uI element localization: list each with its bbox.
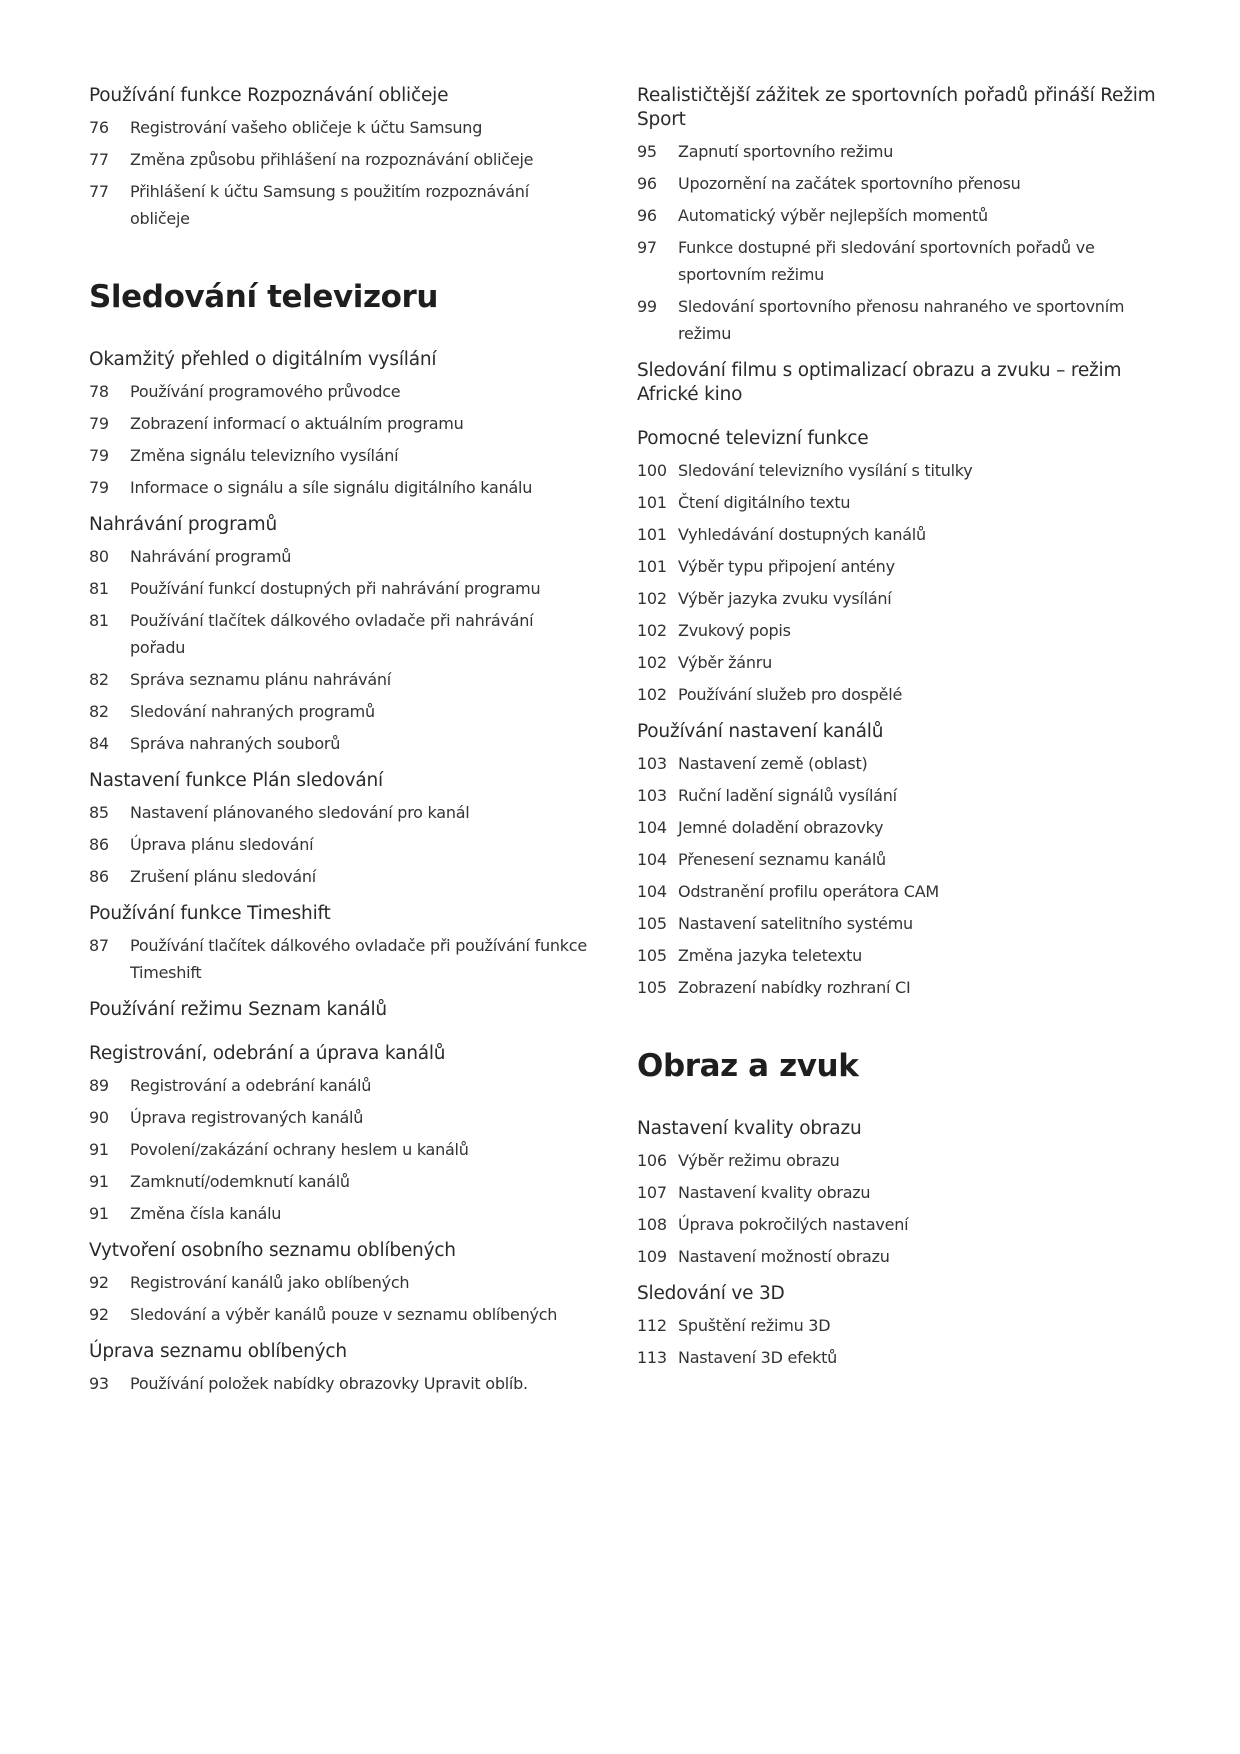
toc-entry[interactable]	[637, 1179, 1157, 1206]
toc-entry[interactable]	[637, 489, 1157, 516]
page-number: 107	[637, 1183, 667, 1202]
page-number: 81	[89, 579, 109, 598]
entry-text: Používání tlačítek dálkového ovladače při nahrávání pořadu	[130, 611, 534, 657]
page-number: 105	[637, 978, 667, 997]
group-title[interactable]: Registrování, odebrání a úprava kanálů	[89, 1043, 446, 1064]
entry-text: Výběr typu připojení antény	[678, 557, 895, 576]
group-title[interactable]: Používání funkce Timeshift	[89, 903, 331, 924]
entry-text: Správa nahraných souborů	[130, 734, 341, 753]
group-title[interactable]: Nastavení kvality obrazu	[637, 1118, 862, 1139]
entry-text: Změna signálu televizního vysílání	[130, 446, 399, 465]
page-number: 91	[89, 1172, 109, 1191]
toc-entry[interactable]	[89, 575, 589, 602]
entry-text: Sledování televizního vysílání s titulky	[678, 461, 973, 480]
group-title[interactable]: Vytvoření osobního seznamu oblíbených	[89, 1240, 456, 1261]
entry-text: Zvukový popis	[678, 621, 791, 640]
toc-entry[interactable]	[89, 474, 589, 501]
entry-text: Registrování a odebrání kanálů	[130, 1076, 372, 1095]
toc-entry[interactable]	[89, 442, 589, 469]
page-number: 92	[89, 1273, 109, 1292]
entry-text: Upozornění na začátek sportovního přenosu	[678, 174, 1021, 193]
page-number: 97	[637, 238, 657, 257]
toc-entry[interactable]	[89, 1136, 589, 1163]
page-number: 102	[637, 589, 667, 608]
group-title[interactable]: Používání funkce Rozpoznávání obličeje	[89, 85, 449, 106]
toc-entry[interactable]	[637, 649, 1157, 676]
page-number: 81	[89, 611, 109, 630]
page-number: 77	[89, 182, 109, 201]
toc-entry[interactable]	[89, 1370, 589, 1397]
toc-entry[interactable]	[637, 234, 1157, 288]
entry-text: Registrování kanálů jako oblíbených	[130, 1273, 410, 1292]
page-number: 103	[637, 754, 667, 773]
entry-text: Vyhledávání dostupných kanálů	[678, 525, 926, 544]
toc-entry[interactable]	[89, 178, 589, 232]
toc-entry[interactable]	[89, 799, 589, 826]
toc-entry[interactable]	[89, 114, 589, 141]
page-number: 79	[89, 446, 109, 465]
entry-text: Výběr jazyka zvuku vysílání	[678, 589, 892, 608]
entry-text: Používání služeb pro dospělé	[678, 685, 903, 704]
page-number: 101	[637, 525, 667, 544]
group-title[interactable]: Pomocné televizní funkce	[637, 428, 869, 449]
entry-text: Úprava plánu sledování	[130, 835, 314, 854]
entry-text: Nastavení plánovaného sledování pro kanál	[130, 803, 470, 822]
page-number: 101	[637, 493, 667, 512]
toc-entry[interactable]	[637, 170, 1157, 197]
toc-entry[interactable]	[89, 1104, 589, 1131]
page-number: 102	[637, 653, 667, 672]
entry-text: Funkce dostupné při sledování sportovních pořadů ve sportovním režimu	[678, 238, 1095, 284]
page-number: 93	[89, 1374, 109, 1393]
toc-entry[interactable]	[89, 1072, 589, 1099]
page-number: 89	[89, 1076, 109, 1095]
group-title[interactable]: Úprava seznamu oblíbených	[89, 1341, 347, 1362]
page-number: 96	[637, 174, 657, 193]
entry-text: Spuštění režimu 3D	[678, 1316, 831, 1335]
toc-entry[interactable]	[89, 607, 589, 661]
entry-text: Nastavení kvality obrazu	[678, 1183, 871, 1202]
toc-entry[interactable]	[637, 681, 1157, 708]
page-number: 91	[89, 1140, 109, 1159]
page-number: 80	[89, 547, 109, 566]
toc-entry[interactable]	[89, 730, 589, 757]
entry-text: Automatický výběr nejlepších momentů	[678, 206, 988, 225]
toc-entry[interactable]	[637, 1243, 1157, 1270]
toc-entry[interactable]	[89, 1168, 589, 1195]
entry-text: Používání funkcí dostupných při nahrávání programu	[130, 579, 541, 598]
entry-text: Sledování a výběr kanálů pouze v seznamu oblíbených	[130, 1305, 558, 1324]
group-title[interactable]: Nahrávání programů	[89, 514, 277, 535]
toc-entry[interactable]	[637, 457, 1157, 484]
entry-text: Zobrazení nabídky rozhraní CI	[678, 978, 911, 997]
toc-entry[interactable]	[637, 974, 1157, 1001]
toc-entry[interactable]	[637, 1344, 1157, 1371]
entry-text: Nastavení satelitního systému	[678, 914, 913, 933]
entry-text: Zobrazení informací o aktuálním programu	[130, 414, 464, 433]
page-number: 104	[637, 850, 667, 869]
page-number: 96	[637, 206, 657, 225]
entry-text: Změna čísla kanálu	[130, 1204, 282, 1223]
toc-entry[interactable]	[89, 1301, 589, 1328]
toc-entry[interactable]	[89, 932, 589, 986]
page-number: 102	[637, 685, 667, 704]
page-number: 106	[637, 1151, 667, 1170]
entry-text: Nastavení 3D efektů	[678, 1348, 838, 1367]
entry-text: Výběr žánru	[678, 653, 772, 672]
page-number: 102	[637, 621, 667, 640]
toc-entry[interactable]	[89, 863, 589, 890]
toc-entry[interactable]	[89, 1200, 589, 1227]
page-number: 78	[89, 382, 109, 401]
entry-text: Povolení/zakázání ochrany heslem u kanálů	[130, 1140, 469, 1159]
entry-text: Úprava pokročilých nastavení	[678, 1215, 909, 1234]
toc-entry[interactable]	[637, 1211, 1157, 1238]
group-title[interactable]: Okamžitý přehled o digitálním vysílání	[89, 349, 437, 370]
group-title[interactable]: Nastavení funkce Plán sledování	[89, 770, 384, 791]
toc-entry[interactable]	[637, 138, 1157, 165]
page-number: 101	[637, 557, 667, 576]
page-number: 108	[637, 1215, 667, 1234]
page-number: 85	[89, 803, 109, 822]
entry-text: Jemné doladění obrazovky	[678, 818, 884, 837]
entry-text: Používání programového průvodce	[130, 382, 401, 401]
entry-text: Zrušení plánu sledování	[130, 867, 316, 886]
group-title[interactable]: Používání nastavení kanálů	[637, 721, 884, 742]
toc-entry[interactable]	[89, 698, 589, 725]
toc-entry[interactable]	[89, 666, 589, 693]
entry-text: Používání položek nabídky obrazovky Upravit oblíb.	[130, 1374, 528, 1393]
page-number: 82	[89, 702, 109, 721]
entry-text: Informace o signálu a síle signálu digitálního kanálu	[130, 478, 533, 497]
entry-text: Změna způsobu přihlášení na rozpoznávání obličeje	[130, 150, 534, 169]
page-number: 79	[89, 414, 109, 433]
entry-text: Čtení digitálního textu	[678, 493, 851, 512]
group-title[interactable]: Realističtější zážitek ze sportovních pořadů přináší Režim Sport	[637, 85, 1156, 130]
entry-text: Nastavení země (oblast)	[678, 754, 868, 773]
toc-entry[interactable]	[637, 617, 1157, 644]
toc-entry[interactable]	[637, 878, 1157, 905]
entry-text: Výběr režimu obrazu	[678, 1151, 840, 1170]
section-title: Obraz a zvuk	[637, 1048, 859, 1084]
group-title[interactable]: Sledování ve 3D	[637, 1283, 785, 1304]
entry-text: Odstranění profilu operátora CAM	[678, 882, 939, 901]
page-number: 100	[637, 461, 667, 480]
page-number: 104	[637, 818, 667, 837]
toc-entry[interactable]	[89, 410, 589, 437]
entry-text: Sledování nahraných programů	[130, 702, 375, 721]
page-number: 112	[637, 1316, 667, 1335]
page-number: 86	[89, 835, 109, 854]
toc-entry[interactable]	[637, 814, 1157, 841]
toc-entry[interactable]	[89, 543, 589, 570]
page-number: 77	[89, 150, 109, 169]
entry-text: Přihlášení k účtu Samsung s použitím rozpoznávání obličeje	[130, 182, 529, 228]
toc-entry[interactable]	[637, 293, 1157, 347]
toc-entry[interactable]	[637, 1312, 1157, 1339]
toc-entry[interactable]	[89, 146, 589, 173]
page-number: 92	[89, 1305, 109, 1324]
page-number: 99	[637, 297, 657, 316]
entry-text: Registrování vašeho obličeje k účtu Samsung	[130, 118, 483, 137]
entry-text: Úprava registrovaných kanálů	[130, 1108, 364, 1127]
page-number: 86	[89, 867, 109, 886]
page-number: 84	[89, 734, 109, 753]
toc-entry[interactable]	[637, 553, 1157, 580]
page-number: 82	[89, 670, 109, 689]
entry-text: Přenesení seznamu kanálů	[678, 850, 886, 869]
page-number: 79	[89, 478, 109, 497]
toc-entry[interactable]	[637, 202, 1157, 229]
toc-entry[interactable]	[637, 1147, 1157, 1174]
entry-text: Nahrávání programů	[130, 547, 292, 566]
entry-text: Změna jazyka teletextu	[678, 946, 863, 965]
toc-entry[interactable]	[637, 782, 1157, 809]
entry-text: Používání tlačítek dálkového ovladače při používání funkce Timeshift	[130, 936, 587, 982]
entry-text: Správa seznamu plánu nahrávání	[130, 670, 391, 689]
toc-entry[interactable]	[637, 750, 1157, 777]
entry-text: Sledování sportovního přenosu nahraného ve sportovním režimu	[678, 297, 1125, 343]
page-number: 87	[89, 936, 109, 955]
page-number: 90	[89, 1108, 109, 1127]
toc-right-column	[637, 84, 1157, 1371]
page-number: 104	[637, 882, 667, 901]
page-number: 105	[637, 914, 667, 933]
group-title[interactable]: Sledování filmu s optimalizací obrazu a zvuku – režim Africké kino	[637, 360, 1122, 405]
toc-entry[interactable]	[89, 1269, 589, 1296]
entry-text: Zamknutí/odemknutí kanálů	[130, 1172, 350, 1191]
page-number: 105	[637, 946, 667, 965]
toc-entry[interactable]	[89, 831, 589, 858]
group-title[interactable]: Používání režimu Seznam kanálů	[89, 999, 387, 1020]
page-number: 103	[637, 786, 667, 805]
toc-entry[interactable]	[637, 585, 1157, 612]
page-number: 76	[89, 118, 109, 137]
entry-text: Ruční ladění signálů vysílání	[678, 786, 897, 805]
page-number: 91	[89, 1204, 109, 1223]
toc-entry[interactable]	[637, 942, 1157, 969]
page-number: 109	[637, 1247, 667, 1266]
entry-text: Nastavení možností obrazu	[678, 1247, 890, 1266]
toc-entry[interactable]	[89, 378, 589, 405]
toc-entry[interactable]	[637, 910, 1157, 937]
toc-entry[interactable]	[637, 521, 1157, 548]
page-number: 95	[637, 142, 657, 161]
toc-entry[interactable]	[637, 846, 1157, 873]
entry-text: Zapnutí sportovního režimu	[678, 142, 894, 161]
page-number: 113	[637, 1348, 667, 1367]
toc-left-column	[89, 84, 589, 1397]
section-title: Sledování televizoru	[89, 279, 439, 315]
